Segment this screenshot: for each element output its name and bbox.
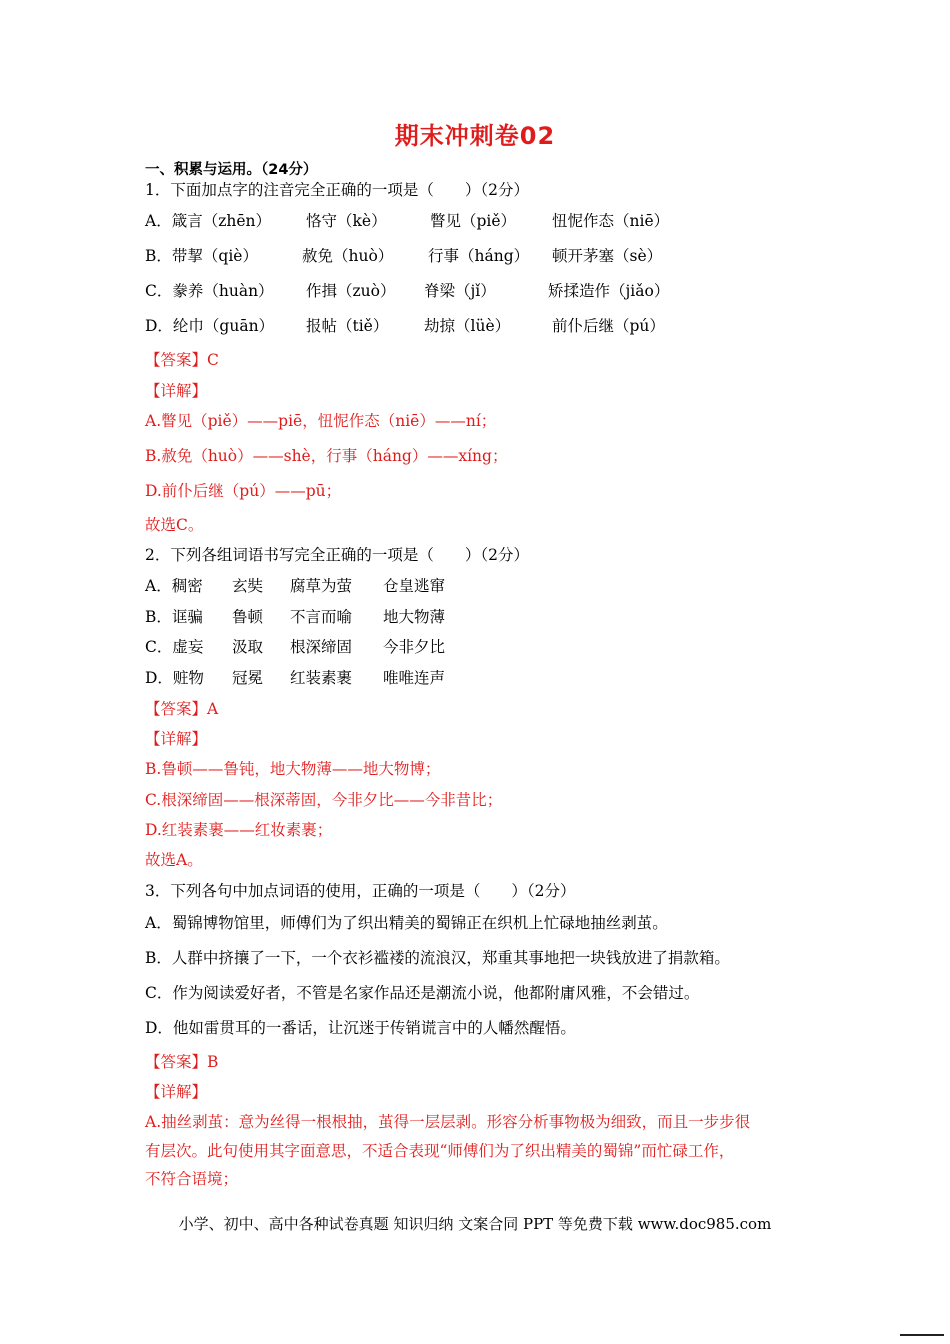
page-footer: 小学、初中、高中各种试卷真题 知识归纳 文案合同 PPT 等免费下载 www.doc985.com [178, 1215, 772, 1233]
question-1-detail-line: B.赦免（huò）——shè，行事（háng）——xíng； [145, 447, 508, 465]
question-1-answer: 【答案】C [145, 351, 219, 369]
question-3-option-c: C．作为阅读爱好者，不管是名家作品还是潮流小说，他都附庸风雅，不会错过。 [145, 984, 700, 1002]
question-3-answer: 【答案】B [145, 1053, 219, 1071]
question-2-stem: 2．下列各组词语书写完全正确的一项是（ ）（2分） [145, 546, 529, 564]
question-2-detail-line: D.红装素裹——红妆素裹； [145, 821, 333, 839]
question-3-option-a: A．蜀锦博物馆里，师傅们为了织出精美的蜀锦正在织机上忙碌地抽丝剥茧。 [145, 914, 668, 932]
question-2-detail-line: B.鲁顿——鲁钝，地大物薄——地大物博； [145, 760, 441, 778]
question-3-detail-line: 不符合语境； [145, 1170, 239, 1188]
document-page: 期末冲刺卷02 一、积累与运用。（24分） 1．下面加点字的注音完全正确的一项是（ ）（2分） A．箴言（zhēn） 恪守（kè） 瞥见（piě） 忸怩作态（niē） B．带挈（qiè） 赦免（huò） 行事（háng） 顿开茅塞（sè） C．豢养（huàn） 作揖（zuò） 脊梁（jǐ） 矫揉造作（jiǎo） D．纶巾（guān） 报帖（tiě） 劫掠（lüè） 前仆后继（pú） 【答案】C 【详解】 A.瞥见（piě）——piē，忸怩作态（niē）——ní； B.赦免（huò）——shè，行事（háng）——xíng； D.前仆后继（pú）——pū； 故选C。 2．下列各组词语书写完全正确的一项是（ ）（2分） A．稠密 玄奘 腐草为萤 仓皇逃窜 B．诓骗 鲁顿 不言而喻 地大物薄 C．虚妄 汲取 根深缔固 今非夕比 D．赃物 冠冕 红装素裹 唯唯连声 【答案】A 【详解】 B.鲁顿——鲁钝，地大物薄——地大物博； C.根深缔固——根深蒂固，今非夕比——今非昔比； D.红装素裹——红妆素裹； 故选A。 3．下列各句中加点词语的使用，正确的一项是（ ）（2分） A．蜀锦博物馆里，师傅们为了织出精美的蜀锦正在织机上忙碌地抽丝剥茧。 B．人群中挤攘了一下，一个衣衫褴褛的流浪汉，郑重其事地把一块钱放进了捐款箱。 C．作为阅读爱好者，不管是名家作品还是潮流小说，他都附庸风雅，不会错过。 D．他如雷贯耳的一番话，让沉迷于传销谎言中的人幡然醒悟。 【答案】B 【详解】 A.抽丝剥茧：意为丝得一根根抽，茧得一层层剥。形容分析事物极为细致，而且一步步很 有层次。此句使用其字面意思，不适合表现“师傅们为了织出精美的蜀锦”而忙碌工作， 不符合语境； 小学、初中、高中各种试卷真题 知识归纳 文案合同 PPT 等免费下载 www.doc985.com [0, 0, 950, 1344]
question-3-option-d: D．他如雷贯耳的一番话，让沉迷于传销谎言中的人幡然醒悟。 [145, 1019, 576, 1037]
question-1-stem: 1．下面加点字的注音完全正确的一项是（ ）（2分） [145, 181, 529, 199]
question-2-answer: 【答案】A [145, 700, 219, 718]
question-1-detail-label: 【详解】 [145, 382, 208, 400]
question-3-detail-line: A.抽丝剥茧：意为丝得一根根抽，茧得一层层剥。形容分析事物极为细致，而且一步步很 [145, 1113, 751, 1131]
question-1-detail-line: D.前仆后继（pú）——pū； [145, 482, 342, 500]
question-3-stem: 3．下列各句中加点词语的使用，正确的一项是（ ）（2分） [145, 882, 576, 900]
page-title: 期末冲刺卷02 [394, 122, 556, 150]
question-3-detail-line: 有层次。此句使用其字面意思，不适合表现“师傅们为了织出精美的蜀锦”而忙碌工作， [145, 1142, 735, 1160]
corner-mark [900, 1334, 944, 1342]
question-2-detail-label: 【详解】 [145, 730, 208, 748]
section-heading: 一、积累与运用。（24分） [145, 162, 318, 178]
question-3-detail-label: 【详解】 [145, 1083, 208, 1101]
question-2-detail-line: C.根深缔固——根深蒂固，今非夕比——今非昔比； [145, 791, 503, 809]
question-2-detail-line: 故选A。 [145, 851, 203, 869]
question-1-detail-line: 故选C。 [145, 516, 204, 534]
question-3-option-b: B．人群中挤攘了一下，一个衣衫褴褛的流浪汉，郑重其事地把一块钱放进了捐款箱。 [145, 949, 730, 967]
question-1-detail-line: A.瞥见（piě）——piē，忸怩作态（niē）——ní； [145, 412, 497, 430]
